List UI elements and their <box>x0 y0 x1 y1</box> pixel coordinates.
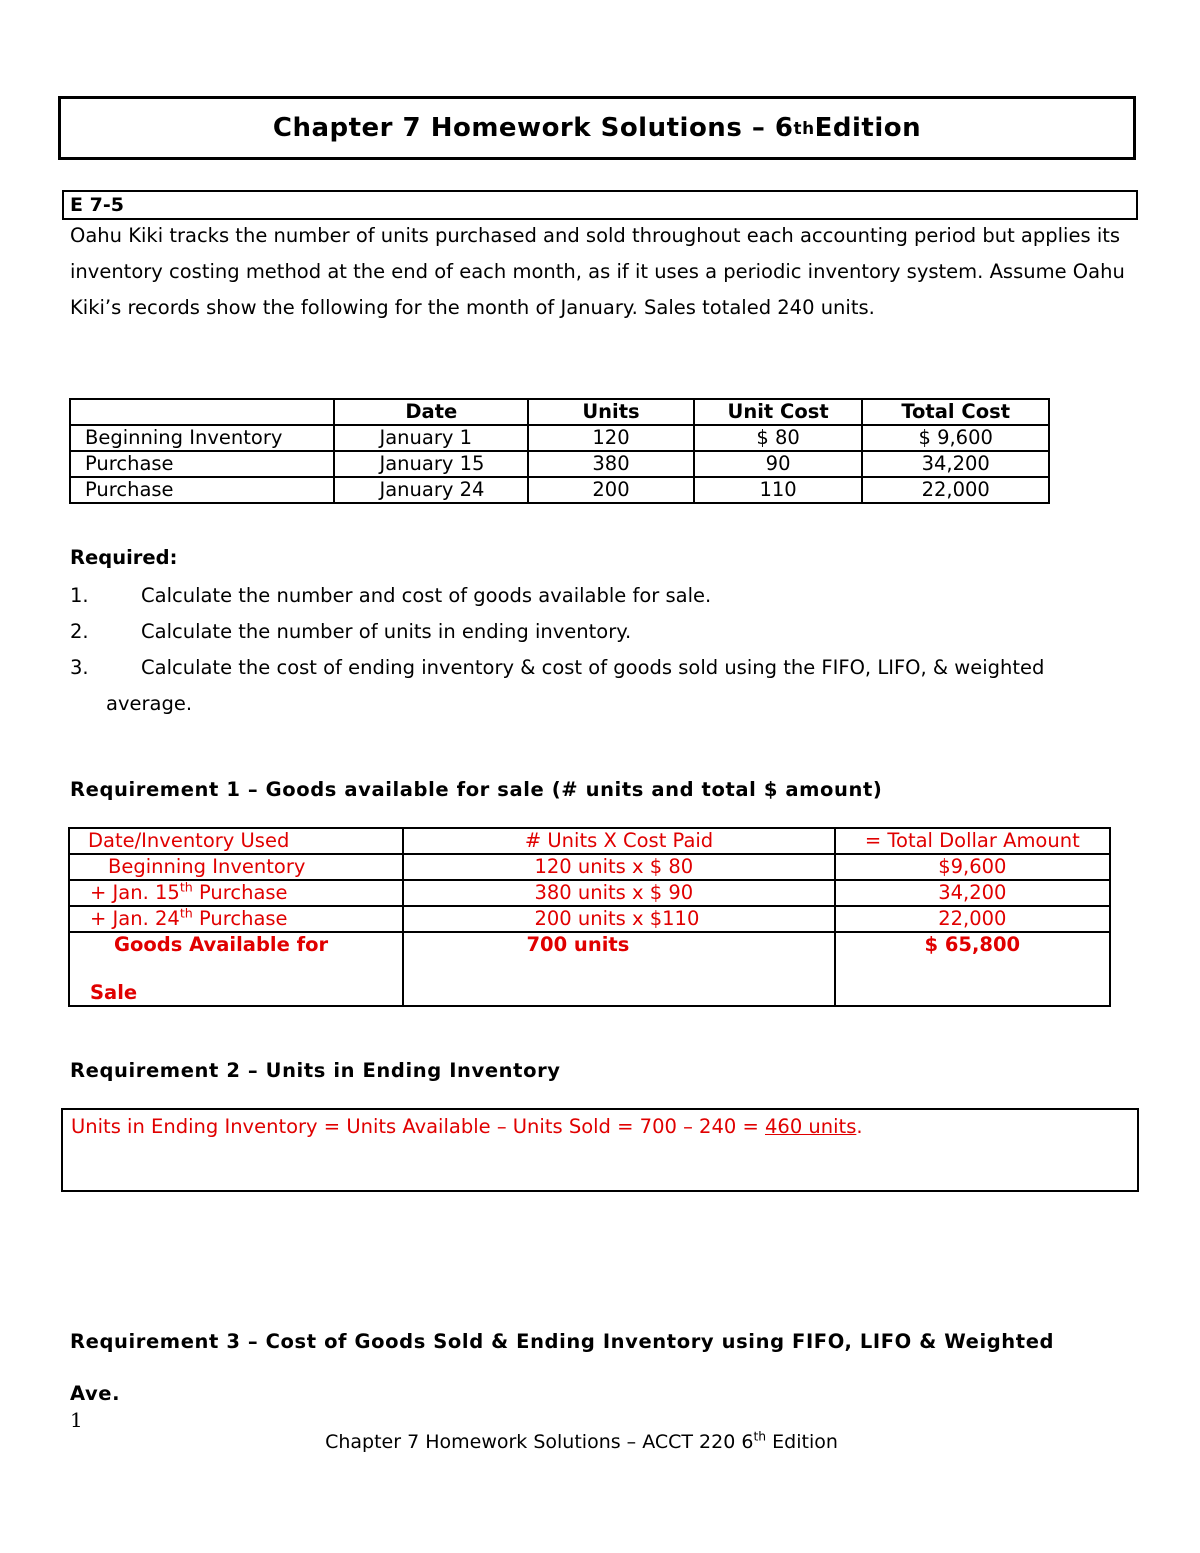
table-cell: 22,000 <box>862 477 1049 503</box>
goods-available-table <box>68 827 1111 1007</box>
label-sup: th <box>179 879 193 895</box>
header-cell <box>70 399 334 425</box>
table-row <box>69 880 1110 906</box>
footer-sup: th <box>753 1429 767 1444</box>
inventory-table <box>69 398 1050 504</box>
required-heading: Required: <box>70 546 178 569</box>
req2-heading: Requirement 2 – Units in Ending Inventory <box>70 1059 561 1082</box>
table-header-row <box>69 828 1110 854</box>
table-cell: 380 units x $ 90 <box>403 880 834 906</box>
item-text: Calculate the cost of ending inventory & cost of goods sold using the FIFO, LIFO, & weighted <box>141 656 1045 679</box>
table-cell: January 24 <box>334 477 528 503</box>
table-cell: 110 <box>694 477 863 503</box>
table-cell <box>69 880 403 906</box>
item-text: Calculate the number and cost of goods available for sale. <box>141 584 712 607</box>
list-item <box>70 578 1130 614</box>
table-cell: 90 <box>694 451 863 477</box>
req3-heading-line1: Requirement 3 – Cost of Goods Sold & Ending Inventory using FIFO, LIFO & Weighted <box>70 1330 1055 1353</box>
total-label-line2: Sale <box>90 981 138 1004</box>
table-cell: 380 <box>528 451 694 477</box>
item-text: Calculate the number of units in ending inventory. <box>141 620 632 643</box>
table-cell: 200 <box>528 477 694 503</box>
table-cell: Purchase <box>70 477 334 503</box>
list-item <box>70 650 1130 686</box>
table-cell: 200 units x $110 <box>403 906 834 932</box>
header-cell: Date/Inventory Used <box>69 828 403 854</box>
label-post: Purchase <box>192 907 288 930</box>
table-cell: Beginning Inventory <box>69 854 403 880</box>
table-row <box>70 425 1049 451</box>
page-number: 1 <box>70 1408 83 1432</box>
label-post: Purchase <box>192 881 288 904</box>
table-cell: January 15 <box>334 451 528 477</box>
item-number: 1. <box>70 584 89 607</box>
table-cell: $ 9,600 <box>862 425 1049 451</box>
header-cell: # Units X Cost Paid <box>403 828 834 854</box>
header-cell: Total Cost <box>862 399 1049 425</box>
page-footer <box>0 1431 1163 1453</box>
ending-inventory-box <box>61 1108 1139 1192</box>
table-row <box>69 854 1110 880</box>
inventory-table-header <box>70 399 1049 425</box>
total-label-line1: Goods Available for <box>114 933 329 956</box>
label-pre: + Jan. 15 <box>90 881 180 904</box>
table-row <box>70 451 1049 477</box>
required-list <box>70 578 1130 722</box>
label-pre: + Jan. 24 <box>90 907 180 930</box>
header-cell: Date <box>334 399 528 425</box>
table-cell: $ 65,800 <box>835 932 1110 1006</box>
label-sup: th <box>179 905 193 921</box>
footer-suffix: Edition <box>766 1431 838 1453</box>
item-number: 3. <box>70 656 89 679</box>
table-cell: 34,200 <box>835 880 1110 906</box>
list-item <box>70 614 1130 650</box>
table-cell: $9,600 <box>835 854 1110 880</box>
req1-heading: Requirement 1 – Goods available for sale (# units and total $ amount) <box>70 778 883 801</box>
title-prefix: Chapter 7 Homework Solutions – 6 <box>272 113 794 143</box>
table-cell: 700 units <box>403 932 834 1006</box>
header-cell: Unit Cost <box>694 399 863 425</box>
page-title: Chapter 7 Homework Solutions – 6 th Edition <box>58 96 1136 160</box>
ending-inventory-answer: 460 units <box>765 1115 857 1138</box>
exercise-paragraph: Oahu Kiki tracks the number of units purchased and sold throughout each accounting period but applies its inventory costing method at the end of each month, as if it uses a periodic inventory system. Assume Oahu Kiki’s records show the following for the month of January. Sales totaled 240 units. <box>70 224 1125 319</box>
header-cell: Units <box>528 399 694 425</box>
table-cell: January 1 <box>334 425 528 451</box>
item-number: 2. <box>70 620 89 643</box>
total-row <box>69 932 1110 1006</box>
table-cell: 34,200 <box>862 451 1049 477</box>
table-cell <box>69 932 403 1006</box>
table-row <box>70 477 1049 503</box>
table-cell: 120 <box>528 425 694 451</box>
table-row <box>69 906 1110 932</box>
exercise-label: E 7-5 <box>62 190 1138 220</box>
ending-inventory-text: Units in Ending Inventory = Units Available – Units Sold = 700 – 240 = <box>71 1115 765 1138</box>
ending-inventory-period: . <box>856 1115 863 1138</box>
item-continuation: average. <box>106 692 193 715</box>
table-cell: 22,000 <box>835 906 1110 932</box>
req3-heading <box>70 1316 1054 1420</box>
table-cell: Beginning Inventory <box>70 425 334 451</box>
table-cell: Purchase <box>70 451 334 477</box>
title-suffix: Edition <box>814 113 922 143</box>
table-cell: $ 80 <box>694 425 863 451</box>
header-cell: = Total Dollar Amount <box>835 828 1110 854</box>
req3-heading-line2: Ave. <box>70 1382 121 1405</box>
footer-prefix: Chapter 7 Homework Solutions – ACCT 220 6 <box>325 1431 754 1453</box>
table-cell <box>69 906 403 932</box>
table-cell: 120 units x $ 80 <box>403 854 834 880</box>
